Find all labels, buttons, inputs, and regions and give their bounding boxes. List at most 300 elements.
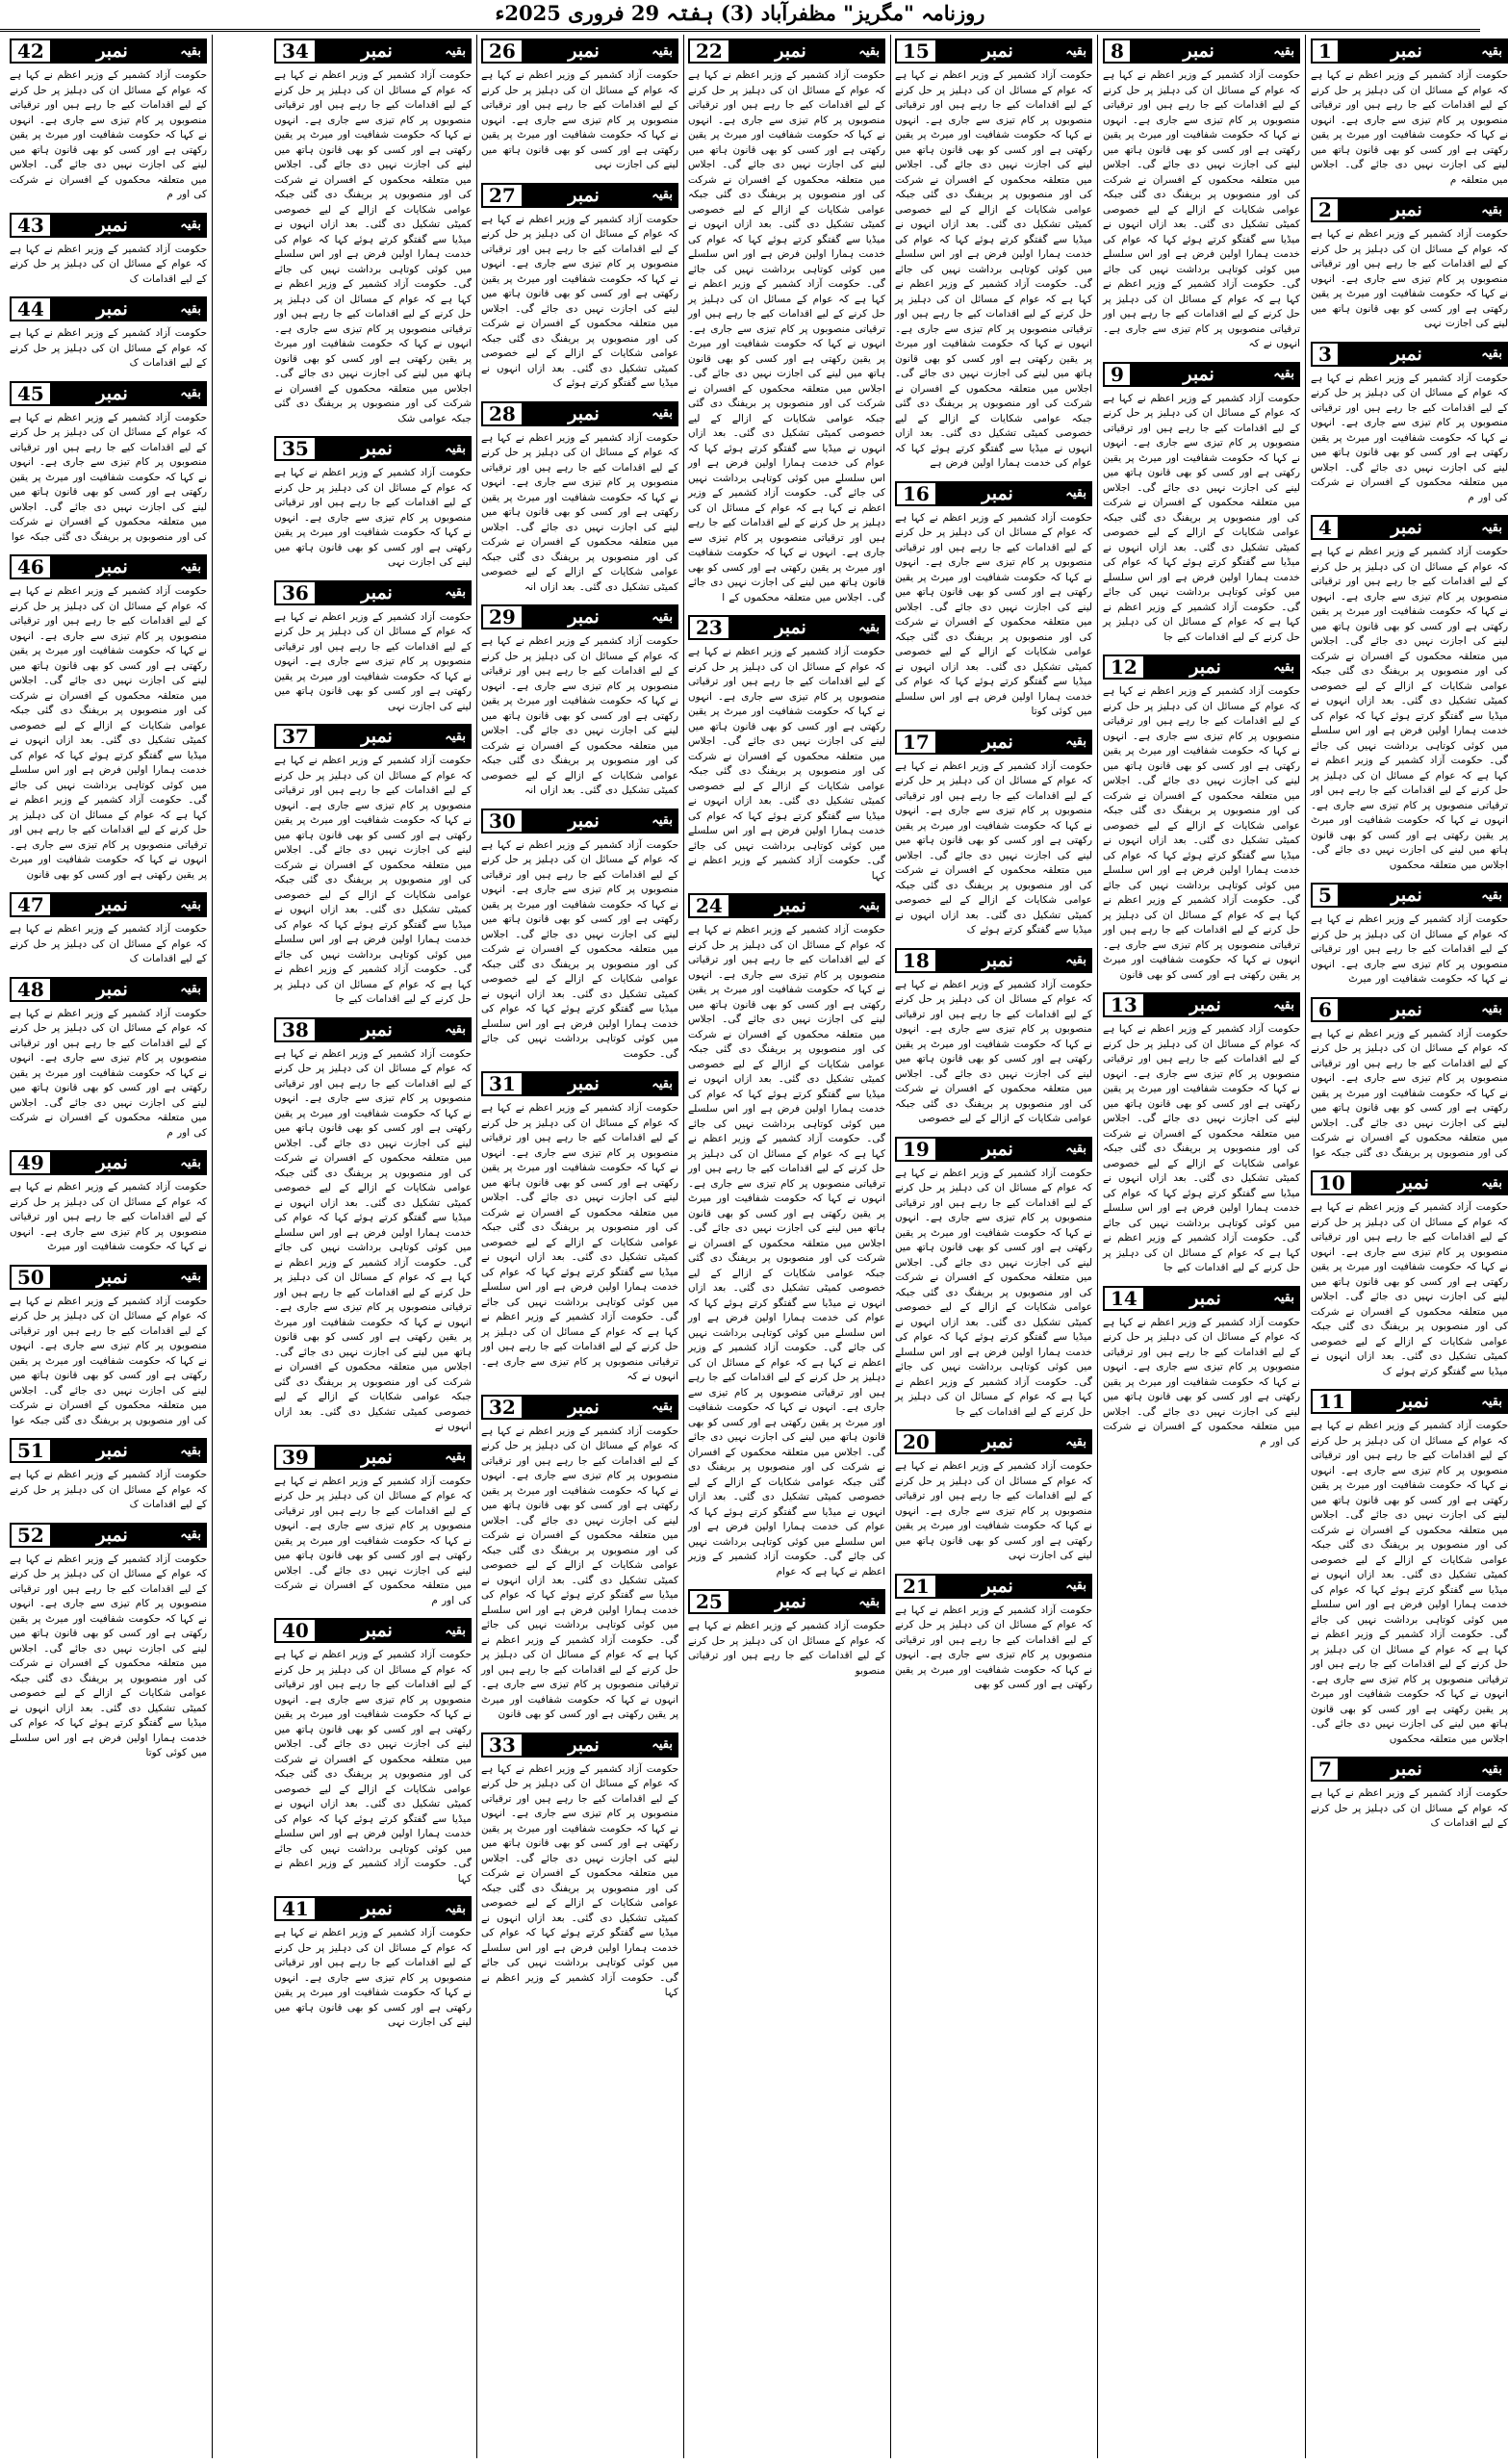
article-text: حکومت آزاد کشمیر کے وزیر اعظم نے کہا ہے کہ عوام کے مسائل ان کی دہلیز پر حل کرنے کے لیے اقدامات کیے جا رہے ہیں اور ترقیاتی منصوبوں پر کام تیزی سے جاری ہے۔ انہوں نے کہا کہ حکومت شفافیت اور میرٹ پر یقین رکھتی ہے اور کسی کو بھی قانون ہاتھ میں لینے کی اجازت نہیں دی جائے گی۔ اجلاس میں متعلقہ محکموں کے افسران نے شرکت کی اور منصوبوں پر بریفنگ دی گئی جبکہ عوامی شکایات کے ازالے کے لیے خصوصی کمیٹی تشکیل دی گئی۔ بعد ازاں انہ [481, 635, 678, 796]
article-block [895, 1574, 1092, 1693]
label-word: نمبر [775, 1591, 806, 1612]
continuation-label [688, 893, 885, 918]
label-word: نمبر [982, 1575, 1013, 1597]
label-word: نمبر [1397, 1172, 1429, 1194]
article-text: حکومت آزاد کشمیر کے وزیر اعظم نے کہا ہے کہ عوام کے مسائل ان کی دہلیز پر حل کرنے کے لیے اقدامات کیے جا رہے ہیں اور ترقیاتی منصوبوں پر کام تیزی سے جاری ہے۔ انہوں نے کہا کہ حکومت شفافیت اور میرٹ پر یقین رکھتی ہے اور کسی کو بھی قانون ہاتھ میں لینے کی اجازت نہیں دی جائے گی۔ اجلاس میں متعلقہ محکموں کے افسران نے شرکت کی اور منصوبوں پر بریفنگ دی گئی جبکہ عوا [10, 411, 207, 543]
column-6 [274, 35, 472, 2458]
continuation-label [1311, 883, 1508, 908]
continuation-number: 43 [12, 215, 50, 236]
continuation-number: 32 [483, 1397, 522, 1418]
article-text: حکومت آزاد کشمیر کے وزیر اعظم نے کہا ہے کہ عوام کے مسائل ان کی دہلیز پر حل کرنے کے لیے اقدامات کیے جا رہے ہیں اور ترقیاتی منصوبوں پر کام تیزی سے جاری ہے۔ انہوں نے کہا کہ حکومت شفافیت اور میرٹ پر یقین رکھتی ہے اور کسی کو بھی قانون ہاتھ میں لینے کی اجازت نہی [274, 467, 472, 568]
label-word-baqia: بقیہ [1273, 659, 1294, 675]
label-word: نمبر [1183, 40, 1214, 62]
continuation-label [10, 554, 207, 579]
continuation-number: 2 [1313, 199, 1338, 220]
label-word: نمبر [1189, 656, 1221, 678]
article-block [10, 892, 207, 967]
article-block [895, 1429, 1092, 1564]
article-block [481, 38, 678, 173]
continuation-label [895, 730, 1092, 755]
label-word-baqia: بقیہ [445, 43, 466, 59]
label-word-baqia: بقیہ [1273, 997, 1294, 1013]
continuation-label [481, 401, 678, 426]
article-text: حکومت آزاد کشمیر کے وزیر اعظم نے کہا ہے کہ عوام کے مسائل ان کی دہلیز پر حل کرنے کے لیے اقدامات کیے جا رہے ہیں اور ترقیاتی منصوبوں پر کام تیزی سے جاری ہے۔ انہوں نے کہا کہ حکومت شفافیت اور میرٹ پر یقین رکھتی ہے اور کسی کو بھی قانون ہاتھ میں لینے کی اجازت نہی [481, 69, 678, 170]
continuation-label [274, 38, 472, 64]
article-block [481, 604, 678, 799]
label-word-baqia: بقیہ [445, 441, 466, 456]
continuation-number: 16 [897, 483, 935, 504]
article-text: حکومت آزاد کشمیر کے وزیر اعظم نے کہا ہے کہ عوام کے مسائل ان کی دہلیز پر حل کرنے کے لیے اقدامات کیے جا رہے ہیں اور ترقیاتی منصوبوں پر کام تیزی سے جاری ہے۔ انہوں نے کہا کہ حکومت شفافیت اور میرٹ پر یقین رکھتی ہے اور کسی کو بھی قانون ہاتھ میں لینے کی اجازت نہیں دی جائے گی۔ اجلاس میں متعلقہ محکموں کے افسران نے شرکت کی اور م [10, 69, 207, 200]
article-text: حکومت آزاد کشمیر کے وزیر اعظم نے کہا ہے کہ عوام کے مسائل ان کی دہلیز پر حل کرنے کے لیے اقدامات کیے جا رہے ہیں اور ترقیاتی منصوبوں پر کام تیزی سے جاری ہے۔ انہوں نے کہا کہ حکومت شفافیت اور میرٹ پر یقین رکھتی ہے اور کسی کو بھی قانون ہاتھ میں لینے کی اجازت نہیں دی جائے گی۔ اجلاس میں متعلقہ محکموں کے افسران نے شرکت کی اور منصوبوں پر بریفنگ دی گئی جبکہ عوامی شکایات کے ازالے کے لیے خصوصی کمیٹی تشکیل دی گئی۔ بعد ازاں انہوں نے میڈیا سے گفتگو کرتے ہوئے ک [481, 213, 678, 389]
masthead: روزنامہ "مگریز" مظفرآباد (3) ہفتہ 29 فروری 2025ء [0, 0, 1480, 32]
article-block [274, 1618, 472, 1886]
continuation-number: 1 [1313, 40, 1338, 62]
article-text: حکومت آزاد کشمیر کے وزیر اعظم نے کہا ہے کہ عوام کے مسائل ان کی دہلیز پر حل کرنے کے لیے اقدامات کیے جا رہے ہیں اور ترقیاتی منصوبوں پر کام تیزی سے جاری ہے۔ انہوں نے کہا کہ حکومت شفافیت اور میرٹ پر یقین رکھتی ہے اور کسی کو بھی قانون ہاتھ میں لینے کی اجازت نہیں دی جائے گی۔ اجلاس میں متعلقہ محکموں کے افسران نے شرکت کی اور منصوبوں پر بریفنگ دی گئی جبکہ عوامی شکایات کے ازالے کے لیے خصوصی کمیٹی تشکیل دی گئی۔ بعد ازاں انہوں نے میڈیا سے گفتگو کرتے ہوئے کہا کہ عوام کی خدمت ہمارا اولین فرض ہے اور اس سلسلے میں کوئی کوتاہی برداشت نہیں کی جائے گی۔ حکومت آزاد کشمیر کے وزیر اعظم نے کہا ہے کہ عوام کے مسائل ان کی دہلیز پر حل کرنے کے لیے اقدامات کیے جا رہے ہیں اور ترقیاتی منصوبوں پر کام تیزی سے جاری ہے۔ انہوں نے کہا کہ حکومت شفافیت اور میرٹ پر یقین رکھتی ہے اور کسی کو بھی قانون ہاتھ میں لینے کی اجازت نہیں دی جائے گی۔ اجلاس میں متعلقہ محکموں کے افسران نے شرکت کی اور منصوبوں پر بریفنگ دی گئی جبکہ عوامی شکایات کے ازالے کے لیے خصوصی کمیٹی تشکیل دی گئی۔ بعد ازاں انہوں نے میڈیا سے گفتگو کرتے ہوئے کہا کہ عوام کی خدمت ہمارا اولین فرض ہے اور اس سلسلے میں کوئی کوتاہی برداشت نہیں کی جائے گی۔ حکومت آزاد کشمیر کے وزیر اعظم نے کہا ہے کہ عوام کے مسائل ان کی دہلیز پر حل کرنے کے لیے اقدامات کیے جا رہے ہیں اور ترقیاتی منصوبوں پر کام تیزی سے جاری ہے۔ انہوں نے کہا کہ حکومت شفافیت اور میرٹ پر یقین رکھتی ہے اور کسی کو بھی قانون ہاتھ میں لینے کی اجازت نہیں دی جائے گی۔ اجلاس میں متعلقہ محکموں کے ا [688, 69, 885, 603]
article-block [1103, 38, 1300, 352]
label-word-baqia: بقیہ [1481, 1761, 1502, 1777]
column-rule [212, 35, 213, 2458]
label-word-baqia: بقیہ [652, 1076, 673, 1091]
article-block [10, 296, 207, 372]
continuation-label [1311, 1757, 1508, 1782]
article-text: حکومت آزاد کشمیر کے وزیر اعظم نے کہا ہے کہ عوام کے مسائل ان کی دہلیز پر حل کرنے کے لیے اقدامات کیے جا رہے ہیں اور ترقیاتی منصوبوں پر کام تیزی سے جاری ہے۔ انہوں نے کہا کہ حکومت شفافیت اور میرٹ پر یقین رکھتی ہے اور کسی کو بھی قانون ہاتھ میں لینے کی اجازت نہیں دی جائے گی۔ اجلاس میں متعلقہ محکموں کے افسران نے شرکت کی اور منصوبوں پر بریفنگ دی گئی جبکہ عوامی شکایات کے ازالے کے لیے خصوصی کمیٹی تشکیل دی گئی۔ بعد ازاں انہوں نے میڈیا سے گفتگو کرتے ہوئے کہا کہ عوام کی خدمت ہمارا اولین فرض ہے اور اس سلسلے میں کوئی کوتاہی برداشت نہیں کی جائے گی۔ حکومت آزاد کشمیر کے وزیر اعظم نے کہا ہے کہ عوام کے مسائل ان کی دہلیز پر حل کرنے کے لیے اقدامات کیے جا رہے ہیں اور ترقیاتی منصوبوں پر کام تیزی سے جاری ہے۔ انہوں نے کہا کہ حکومت شفافیت اور میرٹ پر یقین رکھتی ہے اور کسی کو بھی قانون [10, 585, 207, 881]
article-text: حکومت آزاد کشمیر کے وزیر اعظم نے کہا ہے کہ عوام کے مسائل ان کی دہلیز پر حل کرنے کے لیے اقدامات کیے جا رہے ہیں اور ترقیاتی منصوبوں پر کام تیزی سے جاری ہے۔ انہوں نے کہا کہ حکومت شفافیت اور میرٹ پر یقین رکھتی ہے اور کسی کو بھی قانون ہاتھ میں لینے کی اجازت نہیں دی جائے گی۔ اجلاس میں متعلقہ محکموں کے افسران نے شرکت کی اور منصوبوں پر بریفنگ دی گئی جبکہ عوامی شکایات کے ازالے کے لیے خصوصی کمیٹی تشکیل دی گئی۔ بعد ازاں انہوں نے میڈیا سے گفتگو کرتے ہوئے کہا کہ عوام کی خدمت ہمارا اولین فرض ہے اور اس سلسلے میں کوئی کوتاہی برداشت نہیں کی جائے گی۔ حکومت آزاد کشمیر کے وزیر اعظم نے کہا ہے کہ عوام کے مسائل ان کی دہلیز پر حل کرنے کے لیے اقدامات کیے جا رہے ہیں اور ترقیاتی منصوبوں پر کام تیزی سے جاری ہے۔ انہوں نے کہ [1103, 69, 1300, 349]
label-word: نمبر [568, 606, 600, 628]
continuation-label [274, 436, 472, 461]
label-word: نمبر [96, 894, 128, 915]
label-word: نمبر [361, 438, 393, 459]
label-word: نمبر [568, 809, 600, 832]
continuation-number: 26 [483, 40, 522, 62]
continuation-number: 38 [276, 1019, 315, 1040]
article-block [895, 481, 1092, 720]
article-text: حکومت آزاد کشمیر کے وزیر اعظم نے کہا ہے کہ عوام کے مسائل ان کی دہلیز پر حل کرنے کے لیے اقدامات کیے جا رہے ہیں اور ترقیاتی منصوبوں پر کام تیزی سے جاری ہے۔ انہوں نے کہا کہ حکومت شفافیت اور میرٹ پر یقین رکھتی ہے اور کسی کو بھی قانون ہاتھ میں لینے کی اجازت نہیں دی جائے گی۔ اجلاس میں متعلقہ م [1311, 69, 1508, 186]
article-text: حکومت آزاد کشمیر کے وزیر اعظم نے کہا ہے کہ عوام کے مسائل ان کی دہلیز پر حل کرنے کے لیے اقدامات کیے جا رہے ہیں اور ترقیاتی منصوبوں پر کام تیزی سے جاری ہے۔ انہوں نے کہا کہ حکومت شفافیت اور میرٹ پر یقین رکھتی ہے اور کسی کو بھی قانون ہاتھ میں لینے کی اجازت نہیں دی جائے گی۔ اجلاس میں متعلقہ محکموں کے افسران نے شرکت کی اور منصوبوں پر بریفنگ دی گئی جبکہ عوامی شکایات کے ازالے کے لیے خصوصی کمیٹی تشکیل دی گئی۔ بعد ازاں انہوں نے میڈیا سے گفتگو کرتے ہوئے ک [1311, 1201, 1508, 1377]
label-word-baqia: بقیہ [1273, 1291, 1294, 1305]
column-5 [481, 35, 678, 2458]
continuation-label [1311, 38, 1508, 64]
continuation-number: 23 [690, 617, 728, 638]
label-word-baqia: بقیہ [1065, 1142, 1086, 1156]
continuation-number: 14 [1105, 1288, 1143, 1309]
continuation-label [481, 808, 678, 834]
label-word-baqia: بقیہ [445, 1022, 466, 1037]
article-text: حکومت آزاد کشمیر کے وزیر اعظم نے کہا ہے کہ عوام کے مسائل ان کی دہلیز پر حل کرنے کے لیے اقدامات کیے جا رہے ہیں اور ترقیاتی منصوبوں پر کام تیزی سے جاری ہے۔ انہوں نے کہا کہ حکومت شفافیت اور میرٹ [10, 1181, 207, 1252]
article-block [10, 1265, 207, 1429]
continuation-number: 5 [1313, 885, 1338, 906]
continuation-number: 28 [483, 403, 522, 424]
label-word: نمبر [1397, 1391, 1429, 1412]
article-text: حکومت آزاد کشمیر کے وزیر اعظم نے کہا ہے کہ عوام کے مسائل ان کی دہلیز پر حل کرنے کے لیے اقدامات کیے جا رہے ہیں اور ترقیاتی منصوبوں پر کام تیزی سے جاری ہے۔ انہوں نے کہا کہ حکومت شفافیت اور میرٹ پر یقین رکھتی ہے اور کسی کو بھی قانون ہاتھ میں لینے کی اجازت نہی [274, 1927, 472, 2028]
label-word: نمبر [96, 214, 128, 236]
continuation-number: 33 [483, 1734, 522, 1756]
article-block [10, 1523, 207, 1761]
article-block [895, 38, 1092, 472]
continuation-label [274, 1618, 472, 1643]
label-word-baqia: بقیہ [180, 218, 201, 232]
article-text: حکومت آزاد کشمیر کے وزیر اعظم نے کہا ہے کہ عوام کے مسائل ان کی دہلیز پر حل کرنے کے لیے اقدامات کیے جا رہے ہیں اور ترقیاتی منصوبوں پر کام تیزی سے جاری ہے۔ انہوں نے کہا کہ حکومت شفافیت اور میرٹ پر یقین رکھتی ہے اور کسی کو بھی قانون ہاتھ میں لینے کی اجازت نہیں دی جائے گی۔ اجلاس میں متعلقہ محکموں کے افسران نے شرکت کی اور منصوبوں پر بریفنگ دی گئی جبکہ عوا [1311, 1027, 1508, 1159]
continuation-number: 20 [897, 1431, 935, 1452]
continuation-number: 45 [12, 383, 50, 404]
label-word: نمبر [982, 1138, 1013, 1160]
continuation-label [688, 38, 885, 64]
continuation-label [481, 604, 678, 629]
continuation-label [481, 183, 678, 208]
continuation-number: 31 [483, 1073, 522, 1094]
article-block [481, 401, 678, 596]
continuation-number: 36 [276, 582, 315, 603]
article-text: حکومت آزاد کشمیر کے وزیر اعظم نے کہا ہے کہ عوام کے مسائل ان کی دہلیز پر حل کرنے کے لیے اقدامات کیے جا رہے ہیں اور ترقیاتی منصوبوں پر کام تیزی سے جاری ہے۔ انہوں نے کہا کہ حکومت شفافیت اور میرٹ پر یقین رکھتی ہے اور کسی کو بھی قانون ہاتھ میں لینے کی اجازت نہیں دی جائے گی۔ اجلاس میں متعلقہ محکموں کے افسران نے شرکت کی اور م [274, 1475, 472, 1606]
continuation-number: 46 [12, 556, 50, 578]
article-block [1311, 1170, 1508, 1379]
article-block [1311, 1389, 1508, 1747]
label-word-baqia: بقیہ [1481, 202, 1502, 218]
article-block [481, 1395, 678, 1723]
label-word-baqia: بقیہ [180, 897, 201, 912]
article-block [688, 38, 885, 605]
continuation-number: 18 [897, 950, 935, 971]
continuation-number: 48 [12, 979, 50, 1000]
label-word: نمبر [982, 731, 1013, 753]
article-text: حکومت آزاد کشمیر کے وزیر اعظم نے کہا ہے کہ عوام کے مسائل ان کی دہلیز پر حل کرنے کے لیے اقدامات کیے جا رہے ہیں اور ترقیاتی منصوبوں پر کام تیزی سے جاری ہے۔ انہوں نے کہا کہ حکومت شفافیت اور میرٹ پر یقین رکھتی ہے اور کسی کو بھی قانون ہاتھ میں لینے کی اجازت نہی [895, 1460, 1092, 1561]
article-text: حکومت آزاد کشمیر کے وزیر اعظم نے کہا ہے کہ عوام کے مسائل ان کی دہلیز پر حل کرنے کے لیے اقدامات کیے جا رہے ہیں اور ترقیاتی منصوبوں پر کام تیزی سے جاری ہے۔ انہوں نے کہا کہ حکومت شفافیت اور میرٹ پر یقین رکھتی ہے اور کسی کو بھی قانون ہاتھ میں لینے کی اجازت نہیں دی جائے گی۔ اجلاس میں متعلقہ محکموں کے افسران نے شرکت کی اور منصوبوں پر بریفنگ دی گئی جبکہ عوامی شکایات کے ازالے کے لیے خصوصی کمیٹی تشکیل دی گئی۔ بعد ازاں انہوں نے میڈیا سے گفتگو کرتے ہوئے کہا کہ عوام کی خدمت ہمارا اولین فرض ہے اور اس سلسلے میں کوئی کوتا [895, 511, 1092, 717]
continuation-label [688, 615, 885, 640]
continuation-label [274, 1896, 472, 1921]
label-word-baqia: بقیہ [180, 1270, 201, 1284]
label-word: نمبر [96, 978, 128, 1000]
continuation-label [895, 1137, 1092, 1162]
column-rule [683, 35, 684, 2458]
label-word-baqia: بقیہ [1481, 43, 1502, 59]
label-word: نمبر [982, 482, 1013, 504]
article-block [274, 38, 472, 426]
article-block [274, 436, 472, 571]
continuation-label [274, 1017, 472, 1042]
article-block [481, 1732, 678, 2001]
label-word-baqia: بقیہ [1481, 1175, 1502, 1191]
article-text: حکومت آزاد کشمیر کے وزیر اعظم نے کہا ہے کہ عوام کے مسائل ان کی دہلیز پر حل کرنے کے لیے اقدامات کیے جا رہے ہیں اور ترقیاتی منصوبوں پر کام تیزی سے جاری ہے۔ انہوں نے کہا کہ حکومت شفافیت اور میرٹ پر یقین رکھتی ہے اور کسی کو بھی قانون ہاتھ میں لینے کی اجازت نہیں دی جائے گی۔ اجلاس میں متعلقہ محکموں کے افسران نے شرکت کی اور منصوبوں پر بریفنگ دی گئی جبکہ عوامی شکایات کے ازالے کے لیے خصوصی کمیٹی تشکیل دی گئی۔ بعد ازاں انہوں نے میڈیا سے گفتگو کرتے ہوئے کہا کہ عوام کی خدمت ہمارا اولین فرض ہے اور اس سلسلے میں کوئی کوتاہی برداشت نہیں کی جائے گی۔ حکومت آزاد کشمیر کے وزیر اعظم نے کہا ہے کہ عوام کے مسائل ان کی دہلیز پر حل کرنے کے لیے اقدامات کیے جا [274, 755, 472, 1005]
continuation-label [1311, 342, 1508, 367]
label-word-baqia: بقیہ [1065, 953, 1086, 967]
article-text: حکومت آزاد کشمیر کے وزیر اعظم نے کہا ہے کہ عوام کے مسائل ان کی دہلیز پر حل کرنے کے لیے اقدامات کیے جا رہے ہیں اور ترقیاتی منصوبوں پر کام تیزی سے جاری ہے۔ انہوں نے کہا کہ حکومت شفافیت اور میرٹ پر یقین رکھتی ہے اور کسی کو بھی قانون ہاتھ میں لینے کی اجازت نہیں دی جائے گی۔ اجلاس میں متعلقہ محکموں کے افسران نے شرکت کی اور منصوبوں پر بریفنگ دی گئی جبکہ عوا [10, 1295, 207, 1426]
article-text: حکومت آزاد کشمیر کے وزیر اعظم نے کہا ہے کہ عوام کے مسائل ان کی دہلیز پر حل کرنے کے لیے اقدامات کیے جا رہے ہیں اور ترقیاتی منصوبوں پر کام تیزی سے جاری ہے۔ انہوں نے کہا کہ حکومت شفافیت اور میرٹ پر یقین رکھتی ہے اور کسی کو بھی قانون ہاتھ میں لینے کی اجازت نہیں دی جائے گی۔ اجلاس میں متعلقہ محکموں کے افسران نے شرکت کی اور منصوبوں پر بریفنگ دی گئی جبکہ عوامی شکایات کے ازالے کے لیے خصوصی کمیٹی تشکیل دی گئی۔ بعد ازاں انہوں نے میڈیا سے گفتگو کرتے ہوئے کہا کہ عوام کی خدمت ہمارا اولین فرض ہے اور اس سلسلے میں کوئی کوتاہی برداشت نہیں کی جائے گی۔ حکومت آزاد کشمیر کے وزیر اعظم نے کہا ہے کہ عوام کے مسائل ان کی دہلیز پر حل کرنے کے لیے اقدامات کیے جا [1103, 392, 1300, 643]
article-text: حکومت آزاد کشمیر کے وزیر اعظم نے کہا ہے کہ عوام کے مسائل ان کی دہلیز پر حل کرنے کے لیے اقدامات کیے جا رہے ہیں اور ترقیاتی منصوبوں پر کام تیزی سے جاری ہے۔ انہوں نے کہا کہ حکومت شفافیت اور میرٹ پر یقین رکھتی ہے اور کسی کو بھی قانون ہاتھ میں لینے کی اجازت نہیں دی جائے گی۔ اجلاس میں متعلقہ محکموں کے افسران نے شرکت کی اور منصوبوں پر بریفنگ دی گئی جبکہ عوامی شکایات کے ازالے کے لیے خصوصی کمیٹی تشکیل دی گئی۔ بعد ازاں انہوں نے میڈیا سے گفتگو کرتے ہوئے کہا کہ عوام کی خدمت ہمارا اولین فرض ہے اور اس سلسلے میں کوئی کوتاہی برداشت نہیں کی جائے گی۔ حکومت آزاد کشمیر کے وزیر اعظم نے کہا ہے کہ عوام کے مسائل ان کی دہلیز پر حل کرنے کے لیے اقدامات کیے جا رہے ہیں اور ترقیاتی منصوبوں پر کام تیزی سے جاری ہے۔ انہوں نے کہا کہ حکومت شفافیت اور میرٹ پر یقین رکھتی ہے اور کسی کو بھی قانون ہاتھ میں لینے کی اجازت نہیں دی جائے گی۔ اجلاس میں متعلقہ محکموں کے افسران نے شرکت کی اور منصوبوں پر بریفنگ دی گئی جبکہ عوامی شکایات کے ازالے کے لیے خصوصی کمیٹی تشکیل دی گئی۔ بعد ازاں انہوں نے [274, 1047, 472, 1432]
continuation-number: 51 [12, 1440, 50, 1461]
label-word-baqia: بقیہ [1273, 43, 1294, 59]
label-word: نمبر [361, 581, 393, 603]
continuation-number: 7 [1313, 1758, 1338, 1780]
article-text: حکومت آزاد کشمیر کے وزیر اعظم نے کہا ہے کہ عوام کے مسائل ان کی دہلیز پر حل کرنے کے لیے اقدامات کیے جا رہے ہیں اور ترقیاتی منصوبوں پر کام تیزی سے جاری ہے۔ انہوں نے کہا کہ حکومت شفافیت اور میرٹ پر یقین رکھتی ہے اور کسی کو بھی قانون ہاتھ میں لینے کی اجازت نہیں دی جائے گی۔ اجلاس میں متعلقہ محکموں کے افسران نے شرکت کی اور منصوبوں پر بریفنگ دی گئی جبکہ عوامی شکایات کے ازالے کے لیے خصوصی کمیٹی تشکیل دی گئی۔ بعد ازاں انہوں نے میڈیا سے گفتگو کرتے ہوئے ک [895, 759, 1092, 936]
article-text: حکومت آزاد کشمیر کے وزیر اعظم نے کہا ہے کہ عوام کے مسائل ان کی دہلیز پر حل کرنے کے لیے اقدامات کیے جا رہے ہیں اور ترقیاتی منصوبوں پر کام تیزی سے جاری ہے۔ انہوں نے کہا کہ حکومت شفافیت اور میرٹ پر یقین رکھتی ہے اور کسی کو بھی قانون ہاتھ میں لینے کی اجازت نہیں دی جائے گی۔ اجلاس میں متعلقہ محکموں کے افسران نے شرکت کی اور منصوبوں پر بریفنگ دی گئی جبکہ عوامی شکایات کے ازالے کے لیے خصوصی کمیٹی تشکیل دی گئی۔ بعد ازاں انہوں نے میڈیا سے گفتگو کرتے ہوئے کہا کہ عوام کی خدمت ہمارا اولین فرض ہے اور اس سلسلے میں کوئی کوتاہی برداشت نہیں کی جائے گی۔ حکومت آزاد کشمیر کے وزیر اعظم نے کہا [481, 1762, 678, 1998]
label-word: نمبر [982, 40, 1013, 62]
article-block [1311, 515, 1508, 873]
article-block [1311, 38, 1508, 188]
label-word-baqia: بقیہ [180, 301, 201, 317]
continuation-label [1311, 1389, 1508, 1414]
article-text: حکومت آزاد کشمیر کے وزیر اعظم نے کہا ہے کہ عوام کے مسائل ان کی دہلیز پر حل کرنے کے لیے اقدامات ک [10, 243, 207, 285]
label-word-baqia: بقیہ [1481, 887, 1502, 903]
continuation-label [10, 1438, 207, 1463]
continuation-number: 9 [1105, 364, 1130, 385]
continuation-number: 22 [690, 40, 728, 62]
article-text: حکومت آزاد کشمیر کے وزیر اعظم نے کہا ہے کہ عوام کے مسائل ان کی دہلیز پر حل کرنے کے لیے اقدامات کیے جا رہے ہیں اور ترقیاتی منصوبوں پر کام تیزی سے جاری ہے۔ انہوں نے کہا کہ حکومت شفافیت اور میرٹ پر یقین رکھتی ہے اور کسی کو بھی قانون ہاتھ میں لینے کی اجازت نہیں دی جائے گی۔ اجلاس میں متعلقہ محکموں کے افسران نے شرکت کی اور منصوبوں پر بریفنگ دی گئی جبکہ عوامی شکایات کے ازالے کے لیے خصوصی [895, 978, 1092, 1124]
label-word-baqia: بقیہ [180, 1155, 201, 1170]
label-word: نمبر [568, 1073, 600, 1094]
continuation-label [481, 1395, 678, 1420]
article-block [688, 615, 885, 884]
label-word-baqia: بقیہ [445, 1450, 466, 1464]
label-word: نمبر [1391, 199, 1422, 220]
label-word: نمبر [96, 298, 128, 320]
label-word-baqia: بقیہ [180, 559, 201, 575]
article-text: حکومت آزاد کشمیر کے وزیر اعظم نے کہا ہے کہ عوام کے مسائل ان کی دہلیز پر حل کرنے کے لیے اقدامات کیے جا رہے ہیں اور ترقیاتی منصوبوں پر کام تیزی سے جاری ہے۔ انہوں نے کہا کہ حکومت شفافیت اور میرٹ پر یقین رکھتی ہے اور کسی کو بھی قانون ہاتھ میں لینے کی اجازت نہی [1311, 228, 1508, 329]
article-block [1311, 997, 1508, 1162]
label-word-baqia: بقیہ [180, 386, 201, 400]
column-7 [10, 35, 207, 2458]
label-word: نمبر [1189, 994, 1221, 1015]
article-block [1311, 342, 1508, 506]
continuation-label [1311, 197, 1508, 222]
continuation-number: 39 [276, 1447, 315, 1468]
article-block [688, 1589, 885, 1679]
label-word-baqia: بقیہ [1065, 734, 1086, 749]
label-word-baqia: بقیہ [652, 188, 673, 202]
article-text: حکومت آزاد کشمیر کے وزیر اعظم نے کہا ہے کہ عوام کے مسائل ان کی دہلیز پر حل کرنے کے لیے اقدامات کیے جا رہے ہیں اور ترقیاتی منصوبوں پر کام تیزی سے جاری ہے۔ انہوں نے کہا کہ حکومت شفافیت اور میرٹ پر یقین رکھتی ہے اور کسی کو بھی [895, 1604, 1092, 1690]
article-text: حکومت آزاد کشمیر کے وزیر اعظم نے کہا ہے کہ عوام کے مسائل ان کی دہلیز پر حل کرنے کے لیے اقدامات کیے جا رہے ہیں اور ترقیاتی منصوبوں پر کام تیزی سے جاری ہے۔ انہوں نے کہا کہ حکومت شفافیت اور میرٹ پر یقین رکھتی ہے اور کسی کو بھی قانون ہاتھ میں لینے کی اجازت نہیں دی جائے گی۔ اجلاس میں متعلقہ محکموں کے افسران نے شرکت کی اور منصوبوں پر بریفنگ دی گئی جبکہ عوامی شکایات کے ازالے کے لیے خصوصی کمیٹی تشکیل دی گئی۔ بعد ازاں انہوں نے میڈیا سے گفتگو کرتے ہوئے کہا کہ عوام کی خدمت ہمارا اولین فرض ہے اور اس سلسلے میں کوئی کوتاہی برداشت نہیں کی جائے گی۔ حکومت آزاد کشمیر کے وزیر اعظم نے کہا ہے کہ عوام کے مسائل ان کی دہلیز پر حل کرنے کے لیے اقدامات کیے جا رہے ہیں اور ترقیاتی منصوبوں پر کام تیزی سے جاری ہے۔ انہوں نے کہا کہ حکومت شفافیت اور میرٹ پر یقین رکھتی ہے اور کسی کو بھی قانون [481, 1424, 678, 1720]
article-text: حکومت آزاد کشمیر کے وزیر اعظم نے کہا ہے کہ عوام کے مسائل ان کی دہلیز پر حل کرنے کے لیے اقدامات کیے جا رہے ہیں اور ترقیاتی منصوبوں پر کام تیزی سے جاری ہے۔ انہوں نے کہا کہ حکومت شفافیت اور میرٹ پر یقین رکھتی ہے اور کسی کو بھی قانون ہاتھ میں لینے کی اجازت نہیں دی جائے گی۔ اجلاس میں متعلقہ محکموں کے افسران نے شرکت کی اور منصوبوں پر بریفنگ دی گئی جبکہ عوامی شکایات کے ازالے کے لیے خصوصی کمیٹی تشکیل دی گئی۔ بعد ازاں انہوں نے میڈیا سے گفتگو کرتے ہوئے کہا کہ عوام کی خدمت ہمارا اولین فرض ہے اور اس سلسلے میں کوئی کوتاہی برداشت نہیں کی جائے گی۔ حکومت [481, 838, 678, 1060]
label-word: نمبر [96, 1524, 128, 1546]
continuation-label [1103, 1286, 1300, 1311]
continuation-label [10, 1523, 207, 1548]
article-block [10, 1438, 207, 1513]
label-word-baqia: بقیہ [1273, 367, 1294, 381]
column-rule [890, 35, 891, 2458]
continuation-label [10, 1150, 207, 1175]
label-word-baqia: بقیہ [1481, 346, 1502, 361]
label-word: نمبر [96, 40, 128, 62]
continuation-number: 42 [12, 40, 50, 62]
column-1 [1311, 35, 1508, 2458]
continuation-number: 21 [897, 1576, 935, 1597]
continuation-number: 41 [276, 1898, 315, 1919]
label-word-baqia: بقیہ [1481, 1394, 1502, 1409]
article-block [274, 1017, 472, 1435]
article-block [895, 730, 1092, 938]
label-word: نمبر [568, 184, 600, 206]
article-text: حکومت آزاد کشمیر کے وزیر اعظم نے کہا ہے کہ عوام کے مسائل ان کی دہلیز پر حل کرنے کے لیے اقدامات ک [10, 327, 207, 369]
column-rule [1097, 35, 1098, 2458]
continuation-number: 19 [897, 1139, 935, 1160]
label-word: نمبر [568, 40, 600, 62]
continuation-label [1311, 1170, 1508, 1195]
continuation-label [1103, 992, 1300, 1017]
continuation-number: 27 [483, 185, 522, 206]
label-word-baqia: بقیہ [445, 1901, 466, 1916]
article-block [481, 808, 678, 1063]
continuation-label [481, 38, 678, 64]
continuation-label [10, 977, 207, 1002]
label-word: نمبر [361, 1018, 393, 1040]
article-block [10, 381, 207, 546]
article-text: حکومت آزاد کشمیر کے وزیر اعظم نے کہا ہے کہ عوام کے مسائل ان کی دہلیز پر حل کرنے کے لیے اقدامات کیے جا رہے ہیں اور ترقیاتی منصوبوں پر کام تیزی سے جاری ہے۔ انہوں نے کہا کہ حکومت شفافیت اور میرٹ پر یقین رکھتی ہے اور کسی کو بھی قانون ہاتھ میں لینے کی اجازت نہیں دی جائے گی۔ اجلاس میں متعلقہ محکموں کے افسران نے شرکت کی اور منصوبوں پر بریفنگ دی گئی جبکہ عوامی شکایات کے ازالے کے لیے خصوصی کمیٹی تشکیل دی گئی۔ بعد ازاں انہوں نے میڈیا سے گفتگو کرتے ہوئے کہا کہ عوام کی خدمت ہمارا اولین فرض ہے اور اس سلسلے میں کوئی کوتاہی برداشت نہیں کی جائے گی۔ حکومت آزاد کشمیر کے وزیر اعظم نے کہا ہے کہ عوام کے مسائل ان کی دہلیز پر حل کرنے کے لیے اقدامات کیے جا رہے ہیں اور ترقیاتی منصوبوں پر کام تیزی سے جاری ہے۔ انہوں نے کہ [481, 1102, 678, 1382]
label-word: نمبر [1189, 1287, 1221, 1309]
label-word: نمبر [1391, 40, 1422, 62]
continuation-label [10, 38, 207, 64]
article-block [274, 1445, 472, 1609]
continuation-number: 13 [1105, 994, 1143, 1015]
label-word-baqia: بقیہ [652, 609, 673, 625]
continuation-number: 6 [1313, 999, 1338, 1020]
column-2 [1103, 35, 1300, 2458]
article-text: حکومت آزاد کشمیر کے وزیر اعظم نے کہا ہے کہ عوام کے مسائل ان کی دہلیز پر حل کرنے کے لیے اقدامات ک [10, 1469, 207, 1510]
continuation-label [274, 580, 472, 605]
article-text: حکومت آزاد کشمیر کے وزیر اعظم نے کہا ہے کہ عوام کے مسائل ان کی دہلیز پر حل کرنے کے لیے اقدامات کیے جا رہے ہیں اور ترقیاتی منصوبوں پر کام تیزی سے جاری ہے۔ انہوں نے کہا کہ حکومت شفافیت اور میرٹ [1311, 913, 1508, 985]
label-word: نمبر [775, 617, 806, 638]
article-block [688, 893, 885, 1579]
label-word: نمبر [96, 382, 128, 404]
label-word: نمبر [1391, 517, 1422, 538]
label-word-baqia: بقیہ [652, 1399, 673, 1414]
label-word: نمبر [361, 40, 393, 62]
article-text: حکومت آزاد کشمیر کے وزیر اعظم نے کہا ہے کہ عوام کے مسائل ان کی دہلیز پر حل کرنے کے لیے اقدامات کیے جا رہے ہیں اور ترقیاتی منصوبوں پر کام تیزی سے جاری ہے۔ انہوں نے کہا کہ حکومت شفافیت اور میرٹ پر یقین رکھتی ہے اور کسی کو بھی قانون ہاتھ میں لینے کی اجازت نہیں دی جائے گی۔ اجلاس میں متعلقہ محکموں کے افسران نے شرکت کی اور م [1103, 1316, 1300, 1448]
article-text: حکومت آزاد کشمیر کے وزیر اعظم نے کہا ہے کہ عوام کے مسائل ان کی دہلیز پر حل کرنے کے لیے اقدامات کیے جا رہے ہیں اور ترقیاتی منصوبوں پر کام تیزی سے جاری ہے۔ انہوں نے کہا کہ حکومت شفافیت اور میرٹ پر یقین رکھتی ہے اور کسی کو بھی قانون ہاتھ میں لینے کی اجازت نہیں دی جائے گی۔ اجلاس میں متعلقہ محکموں کے افسران نے شرکت کی اور منصوبوں پر بریفنگ دی گئی جبکہ عوامی شکایات کے ازالے کے لیے خصوصی کمیٹی تشکیل دی گئی۔ بعد ازاں انہوں نے میڈیا سے گفتگو کرتے ہوئے کہا کہ عوام کی خدمت ہمارا اولین فرض ہے اور اس سلسلے میں کوئی کوتاہی برداشت نہیں کی جائے گی۔ حکومت آزاد کشمیر کے وزیر اعظم نے کہا [274, 1649, 472, 1885]
continuation-number: 15 [897, 40, 935, 62]
label-word: نمبر [96, 556, 128, 578]
continuation-number: 24 [690, 895, 728, 916]
label-word-baqia: بقیہ [180, 982, 201, 996]
continuation-number: 34 [276, 40, 315, 62]
article-block [481, 1071, 678, 1385]
article-block [1311, 1757, 1508, 1832]
label-word: نمبر [775, 895, 806, 916]
continuation-number: 8 [1105, 40, 1130, 62]
article-text: حکومت آزاد کشمیر کے وزیر اعظم نے کہا ہے کہ عوام کے مسائل ان کی دہلیز پر حل کرنے کے لیے اقدامات کیے جا رہے ہیں اور ترقیاتی منصوبوں پر کام تیزی سے جاری ہے۔ انہوں نے کہا کہ حکومت شفافیت اور میرٹ پر یقین رکھتی ہے اور کسی کو بھی قانون ہاتھ میں لینے کی اجازت نہیں دی جائے گی۔ اجلاس میں متعلقہ محکموں کے افسران نے شرکت کی اور منصوبوں پر بریفنگ دی گئی جبکہ عوامی شکایات کے ازالے کے لیے خصوصی کمیٹی تشکیل دی گئی۔ بعد ازاں انہوں نے میڈیا سے گفتگو کرتے ہوئے کہا کہ عوام کی خدمت ہمارا اولین فرض ہے اور اس سلسلے میں کوئی کوتا [10, 1553, 207, 1758]
label-word-baqia: بقیہ [652, 406, 673, 421]
label-word-baqia: بقیہ [1065, 1434, 1086, 1450]
article-block [274, 580, 472, 715]
article-block [10, 213, 207, 288]
label-word: نمبر [1183, 363, 1214, 385]
article-text: حکومت آزاد کشمیر کے وزیر اعظم نے کہا ہے کہ عوام کے مسائل ان کی دہلیز پر حل کرنے کے لیے اقدامات ک [10, 923, 207, 964]
continuation-label [10, 892, 207, 917]
continuation-label [1103, 654, 1300, 680]
label-word: نمبر [361, 726, 393, 747]
article-block [1103, 654, 1300, 983]
continuation-number: 3 [1313, 344, 1338, 365]
column-rule [476, 35, 477, 2458]
label-word: نمبر [361, 1446, 393, 1468]
article-block [10, 38, 207, 203]
label-word: نمبر [1391, 343, 1422, 365]
continuation-label [10, 381, 207, 406]
continuation-number: 44 [12, 298, 50, 320]
label-word-baqia: بقیہ [180, 43, 201, 59]
label-word: نمبر [775, 40, 806, 62]
continuation-label [895, 1574, 1092, 1599]
label-word-baqia: بقیہ [858, 1594, 880, 1609]
label-word-baqia: بقیہ [180, 1443, 201, 1458]
label-word-baqia: بقیہ [858, 620, 880, 635]
label-word-baqia: بقیہ [1065, 1578, 1086, 1593]
continuation-label [274, 724, 472, 749]
label-word: نمبر [568, 402, 600, 424]
article-block [274, 1896, 472, 2031]
continuation-label [895, 1429, 1092, 1454]
label-word: نمبر [96, 1152, 128, 1173]
continuation-number: 10 [1313, 1172, 1351, 1194]
article-text: حکومت آزاد کشمیر کے وزیر اعظم نے کہا ہے کہ عوام کے مسائل ان کی دہلیز پر حل کرنے کے لیے اقدامات کیے جا رہے ہیں اور ترقیاتی منصوبوں پر کام تیزی سے جاری ہے۔ انہوں نے کہا کہ حکومت شفافیت اور میرٹ پر یقین رکھتی ہے اور کسی کو بھی قانون ہاتھ میں لینے کی اجازت نہیں دی جائے گی۔ اجلاس میں متعلقہ محکموں کے افسران نے شرکت کی اور منصوبوں پر بریفنگ دی گئی جبکہ عوامی شکایات کے ازالے کے لیے خصوصی کمیٹی تشکیل دی گئی۔ بعد ازاں انہ [481, 431, 678, 593]
label-word-baqia: بقیہ [652, 43, 673, 59]
article-block [895, 1137, 1092, 1421]
continuation-number: 52 [12, 1525, 50, 1546]
article-block [1103, 362, 1300, 646]
continuation-label [688, 1589, 885, 1614]
article-block [10, 977, 207, 1142]
continuation-label [895, 38, 1092, 64]
continuation-label [1103, 362, 1300, 387]
label-word: نمبر [361, 1898, 393, 1919]
continuation-number: 40 [276, 1620, 315, 1641]
continuation-label [895, 948, 1092, 973]
article-text: حکومت آزاد کشمیر کے وزیر اعظم نے کہا ہے کہ عوام کے مسائل ان کی دہلیز پر حل کرنے کے لیے اقدامات کیے جا رہے ہیں اور ترقیاتی منصوبوں پر کام تیزی سے جاری ہے۔ انہوں نے کہا کہ حکومت شفافیت اور میرٹ پر یقین رکھتی ہے اور کسی کو بھی قانون ہاتھ میں لینے کی اجازت نہیں دی جائے گی۔ اجلاس میں متعلقہ محکموں کے افسران نے شرکت کی اور منصوبوں پر بریفنگ دی گئی جبکہ عوامی شکایات کے ازالے کے لیے خصوصی کمیٹی تشکیل دی گئی۔ بعد ازاں انہوں نے میڈیا سے گفتگو کرتے ہوئے کہا کہ عوام کی خدمت ہمارا اولین فرض ہے اور اس سلسلے میں کوئی کوتاہی برداشت نہیں کی جائے گی۔ حکومت آزاد کشمیر کے وزیر اعظم نے کہا ہے کہ عوام کے مسائل ان کی دہلیز پر حل کرنے کے لیے اقدامات کیے جا رہے ہیں اور ترقیاتی منصوبوں پر کام تیزی سے جاری ہے۔ انہوں نے کہا کہ حکومت شفافیت اور میرٹ پر یقین رکھتی ہے اور کسی کو بھی قانون ہاتھ میں لینے کی اجازت نہیں دی جائے گی۔ اجلاس میں متعلقہ محکموں کے افسران نے شرکت کی اور منصوبوں پر بریفنگ دی گئی جبکہ عوامی شکایات کے ازالے کے لیے خصوصی کمیٹی تشکیل دی گئی۔ بعد ازاں انہوں نے میڈیا سے گفتگو کرتے ہوئے کہا کہ عوام کی خدمت ہمارا اولین فرض ہے اور اس سلسلے میں کوئی کوتاہی برداشت نہیں کی جائے گی۔ حکومت آزاد کشمیر کے وزیر اعظم نے کہا ہے کہ عوام کے مسائل ان کی دہلیز پر حل کرنے کے لیے اقدامات کیے جا رہے ہیں اور ترقیاتی منصوبوں پر کام تیزی سے جاری ہے۔ انہوں نے کہا کہ حکومت شفافیت اور میرٹ پر یقین رکھتی ہے اور کسی کو بھی قانون ہاتھ میں لینے کی اجازت نہیں دی جائے گی۔ اجلاس میں متعلقہ محکموں کے افسران نے شرکت کی اور منصوبوں پر بریفنگ دی گئی جبکہ عوامی شکایات کے ازالے کے لیے خصوصی کمیٹی تشکیل دی گئی۔ بعد ازاں انہوں نے میڈیا سے گفتگو کرتے ہوئے کہا کہ عوام کی خدمت ہمارا اولین فرض ہے اور اس سلسلے میں کوئی کوتاہی برداشت نہیں کی جائے گی۔ حکومت آزاد کشمیر کے وزیر اعظم نے کہا ہے کہ عوام [688, 924, 885, 1578]
article-block [895, 948, 1092, 1127]
article-text: حکومت آزاد کشمیر کے وزیر اعظم نے کہا ہے کہ عوام کے مسائل ان کی دہلیز پر حل کرنے کے لیے اقدامات کیے جا رہے ہیں اور ترقیاتی منصوبوں پر کام تیزی سے جاری ہے۔ انہوں نے کہا کہ حکومت شفافیت اور میرٹ پر یقین رکھتی ہے اور کسی کو بھی قانون ہاتھ میں لینے کی اجازت نہیں دی جائے گی۔ اجلاس میں متعلقہ محکموں کے افسران نے شرکت کی اور منصوبوں پر بریفنگ دی گئی جبکہ عوامی شکایات کے ازالے کے لیے خصوصی کمیٹی تشکیل دی گئی۔ بعد ازاں انہوں نے میڈیا سے گفتگو کرتے ہوئے کہا کہ عوام کی خدمت ہمارا اولین فرض ہے اور اس سلسلے میں کوئی کوتاہی برداشت نہیں کی جائے گی۔ حکومت آزاد کشمیر کے وزیر اعظم نے کہا ہے کہ عوام کے مسائل ان کی دہلیز پر حل کرنے کے لیے اقدامات کیے جا [895, 1167, 1092, 1418]
label-word-baqia: بقیہ [180, 1527, 201, 1542]
label-word: نمبر [1391, 998, 1422, 1020]
column-4 [688, 35, 885, 2458]
label-word: نمبر [96, 1440, 128, 1461]
label-word-baqia: بقیہ [1481, 520, 1502, 535]
column-3 [895, 35, 1092, 2458]
article-block [274, 724, 472, 1008]
label-word-baqia: بقیہ [445, 729, 466, 744]
label-word: نمبر [1391, 885, 1422, 906]
article-text: حکومت آزاد کشمیر کے وزیر اعظم نے کہا ہے کہ عوام کے مسائل ان کی دہلیز پر حل کرنے کے لیے اقدامات کیے جا رہے ہیں اور ترقیاتی منصوبوں پر کام تیزی سے جاری ہے۔ انہوں نے کہا کہ حکومت شفافیت اور میرٹ پر یقین رکھتی ہے اور کسی کو بھی قانون ہاتھ میں لینے کی اجازت نہیں دی جائے گی۔ اجلاس میں متعلقہ محکموں کے افسران نے شرکت کی اور م [1311, 372, 1508, 503]
continuation-label [895, 481, 1092, 506]
continuation-number: 4 [1313, 517, 1338, 538]
continuation-number: 37 [276, 726, 315, 747]
label-word-baqia: بقیہ [652, 1737, 673, 1752]
label-word-baqia: بقیہ [445, 585, 466, 600]
continuation-number: 30 [483, 810, 522, 832]
label-word: نمبر [982, 1431, 1013, 1452]
continuation-label [1103, 38, 1300, 64]
article-text: حکومت آزاد کشمیر کے وزیر اعظم نے کہا ہے کہ عوام کے مسائل ان کی دہلیز پر حل کرنے کے لیے اقدامات کیے جا رہے ہیں اور ترقیاتی منصوبوں پر کام تیزی سے جاری ہے۔ انہوں نے کہا کہ حکومت شفافیت اور میرٹ پر یقین رکھتی ہے اور کسی کو بھی قانون ہاتھ میں لینے کی اجازت نہیں دی جائے گی۔ اجلاس میں متعلقہ محکموں کے افسران نے شرکت کی اور منصوبوں پر بریفنگ دی گئی جبکہ عوامی شکایات کے ازالے کے لیے خصوصی کمیٹی تشکیل دی گئی۔ بعد ازاں انہوں نے میڈیا سے گفتگو کرتے ہوئے کہا کہ عوام کی خدمت ہمارا اولین فرض ہے اور اس سلسلے میں کوئی کوتاہی برداشت نہیں کی جائے گی۔ حکومت آزاد کشمیر کے وزیر اعظم نے کہا ہے کہ عوام کے مسائل ان کی دہلیز پر حل کرنے کے لیے اقدامات کیے جا رہے ہیں اور ترقیاتی منصوبوں پر کام تیزی سے جاری ہے۔ انہوں نے کہا کہ حکومت شفافیت اور میرٹ پر یقین رکھتی ہے اور کسی کو بھی قانون ہاتھ میں لینے کی اجازت نہیں دی جائے گی۔ اجلاس میں متعلقہ محکموں [1311, 546, 1508, 871]
label-word: نمبر [361, 1620, 393, 1641]
article-text: حکومت آزاد کشمیر کے وزیر اعظم نے کہا ہے کہ عوام کے مسائل ان کی دہلیز پر حل کرنے کے لیے اقدامات کیے جا رہے ہیں اور ترقیاتی منصوبوں پر کام تیزی سے جاری ہے۔ انہوں نے کہا کہ حکومت شفافیت اور میرٹ پر یقین رکھتی ہے اور کسی کو بھی قانون ہاتھ میں لینے کی اجازت نہیں دی جائے گی۔ اجلاس میں متعلقہ محکموں کے افسران نے شرکت کی اور منصوبوں پر بریفنگ دی گئی جبکہ عوامی شکایات کے ازالے کے لیے خصوصی کمیٹی تشکیل دی گئی۔ بعد ازاں انہوں نے میڈیا سے گفتگو کرتے ہوئے کہا کہ عوام کی خدمت ہمارا اولین فرض ہے اور اس سلسلے میں کوئی کوتاہی برداشت نہیں کی جائے گی۔ حکومت آزاد کشمیر کے وزیر اعظم نے کہا ہے کہ عوام کے مسائل ان کی دہلیز پر حل کرنے کے لیے اقدامات کیے جا رہے ہیں اور ترقیاتی منصوبوں پر کام تیزی سے جاری ہے۔ انہوں نے کہا کہ حکومت شفافیت اور میرٹ پر یقین رکھتی ہے اور کسی کو بھی قانون ہاتھ میں لینے کی اجازت نہیں دی جائے گی۔ اجلاس میں متعلقہ محکموں کے افسران نے شرکت کی اور منصوبوں پر بریفنگ دی گئی جبکہ عوامی شک [274, 69, 472, 424]
continuation-number: 11 [1313, 1391, 1351, 1412]
continuation-label [1311, 515, 1508, 540]
continuation-number: 47 [12, 894, 50, 915]
continuation-number: 29 [483, 606, 522, 628]
label-word: نمبر [96, 1266, 128, 1288]
continuation-number: 17 [897, 732, 935, 753]
label-word: نمبر [1391, 1758, 1422, 1780]
label-word-baqia: بقیہ [858, 898, 880, 913]
column-rule [1305, 35, 1306, 2458]
article-text: حکومت آزاد کشمیر کے وزیر اعظم نے کہا ہے کہ عوام کے مسائل ان کی دہلیز پر حل کرنے کے لیے اقدامات کیے جا رہے ہیں اور ترقیاتی منصوبوں پر کام تیزی سے جاری ہے۔ انہوں نے کہا کہ حکومت شفافیت اور میرٹ پر یقین رکھتی ہے اور کسی کو بھی قانون ہاتھ میں لینے کی اجازت نہی [274, 610, 472, 712]
continuation-label [481, 1732, 678, 1758]
continuation-label [1311, 997, 1508, 1022]
article-block [10, 1150, 207, 1255]
article-block [10, 554, 207, 883]
label-word-baqia: بقیہ [1481, 1002, 1502, 1016]
continuation-label [274, 1445, 472, 1470]
article-block [1103, 1286, 1300, 1450]
label-word-baqia: بقیہ [445, 1623, 466, 1638]
article-block [1311, 197, 1508, 332]
article-block [1311, 883, 1508, 988]
